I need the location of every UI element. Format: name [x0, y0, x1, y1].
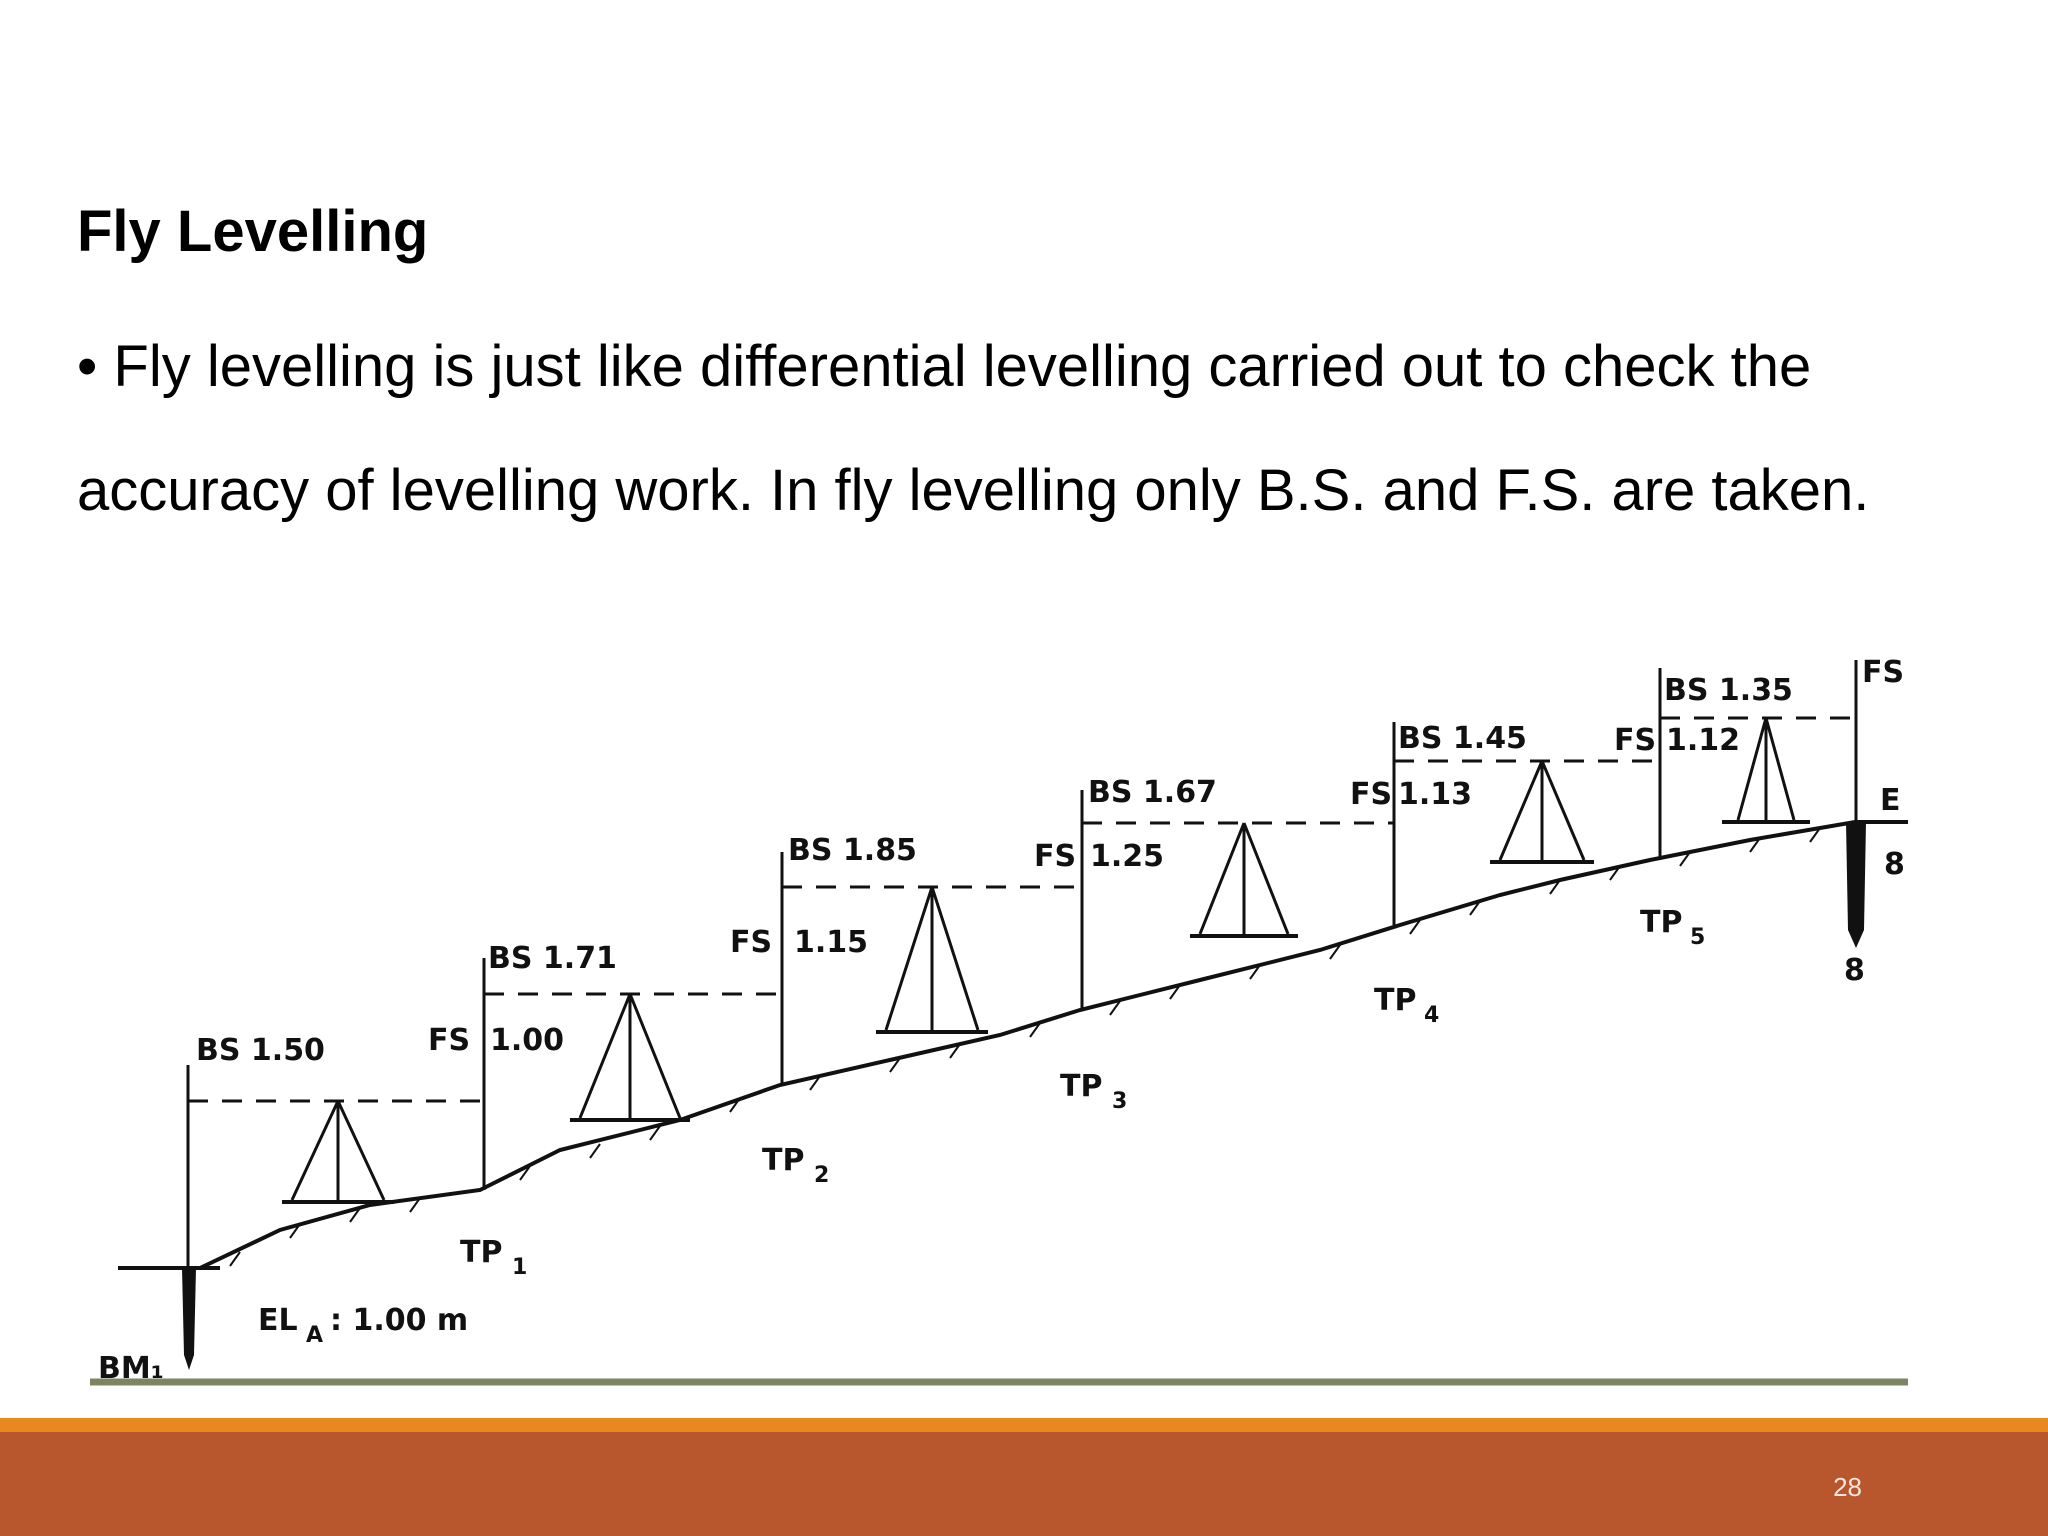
- fs-value-5: 1.12: [1666, 723, 1741, 758]
- end-fs-label: FS: [1862, 655, 1905, 690]
- level-tripod: [876, 887, 988, 1032]
- bs-reading-5: BS 1.45: [1398, 721, 1527, 756]
- tp-subscript-2: 2: [814, 1163, 830, 1188]
- fs-value-4: 1.13: [1398, 777, 1473, 812]
- end-8-label-right: 8: [1884, 847, 1905, 882]
- footer-bar: [0, 1432, 2048, 1536]
- tp-label-3: TP: [1060, 1069, 1103, 1104]
- fly-levelling-diagram: [0, 640, 2048, 1400]
- bs-reading-2: BS 1.71: [488, 941, 617, 976]
- end-8-label-bottom: 8: [1844, 953, 1865, 988]
- tp-label-5: TP: [1640, 905, 1683, 940]
- elevation-subscript: A: [306, 1323, 324, 1348]
- bs-reading-3: BS 1.85: [788, 833, 917, 868]
- fs-value-3: 1.25: [1090, 839, 1165, 874]
- bench-mark-label: BM₁: [98, 1351, 164, 1386]
- footer-accent-strip: [0, 1418, 2048, 1432]
- fs-label-2: FS: [730, 925, 773, 960]
- elevation-label: EL: [258, 1303, 298, 1338]
- bs-reading-1: BS 1.50: [196, 1033, 325, 1068]
- fs-value-2: 1.15: [794, 925, 869, 960]
- tp-subscript-4: 4: [1424, 1003, 1440, 1028]
- bs-reading-4: BS 1.67: [1088, 775, 1217, 810]
- fs-label-1: FS: [428, 1023, 471, 1058]
- bullet-paragraph: • Fly levelling is just like differential levelling carried out to check the accuracy of levelling work. In fly levelling only B.S. and F.S. are taken.: [77, 334, 1870, 523]
- end-e-label: E: [1880, 783, 1901, 818]
- bench-mark-pin: [182, 1268, 196, 1370]
- fs-value-1: 1.00: [490, 1023, 565, 1058]
- level-tripod: [1490, 761, 1594, 862]
- staff-lines: [188, 660, 1856, 1268]
- bs-reading-6: BS 1.35: [1664, 673, 1793, 708]
- tp-subscript-5: 5: [1690, 925, 1706, 950]
- page-number: 28: [1833, 1472, 1862, 1502]
- level-tripod: [1190, 823, 1298, 936]
- tp-label-1: TP: [460, 1235, 503, 1270]
- fs-label-3: FS: [1034, 839, 1077, 874]
- elevation-value: : 1.00 m: [330, 1303, 469, 1338]
- tp-subscript-1: 1: [512, 1255, 528, 1280]
- level-tripod: [570, 994, 690, 1120]
- tp-subscript-3: 3: [1112, 1089, 1128, 1114]
- fs-label-4: FS: [1350, 777, 1393, 812]
- end-bench-mark-pin: [1846, 822, 1866, 948]
- slide-title: Fly Levelling: [77, 199, 429, 264]
- tp-label-4: TP: [1374, 983, 1417, 1018]
- level-tripod: [282, 1101, 394, 1202]
- tp-label-2: TP: [762, 1143, 805, 1178]
- fs-label-5: FS: [1614, 723, 1657, 758]
